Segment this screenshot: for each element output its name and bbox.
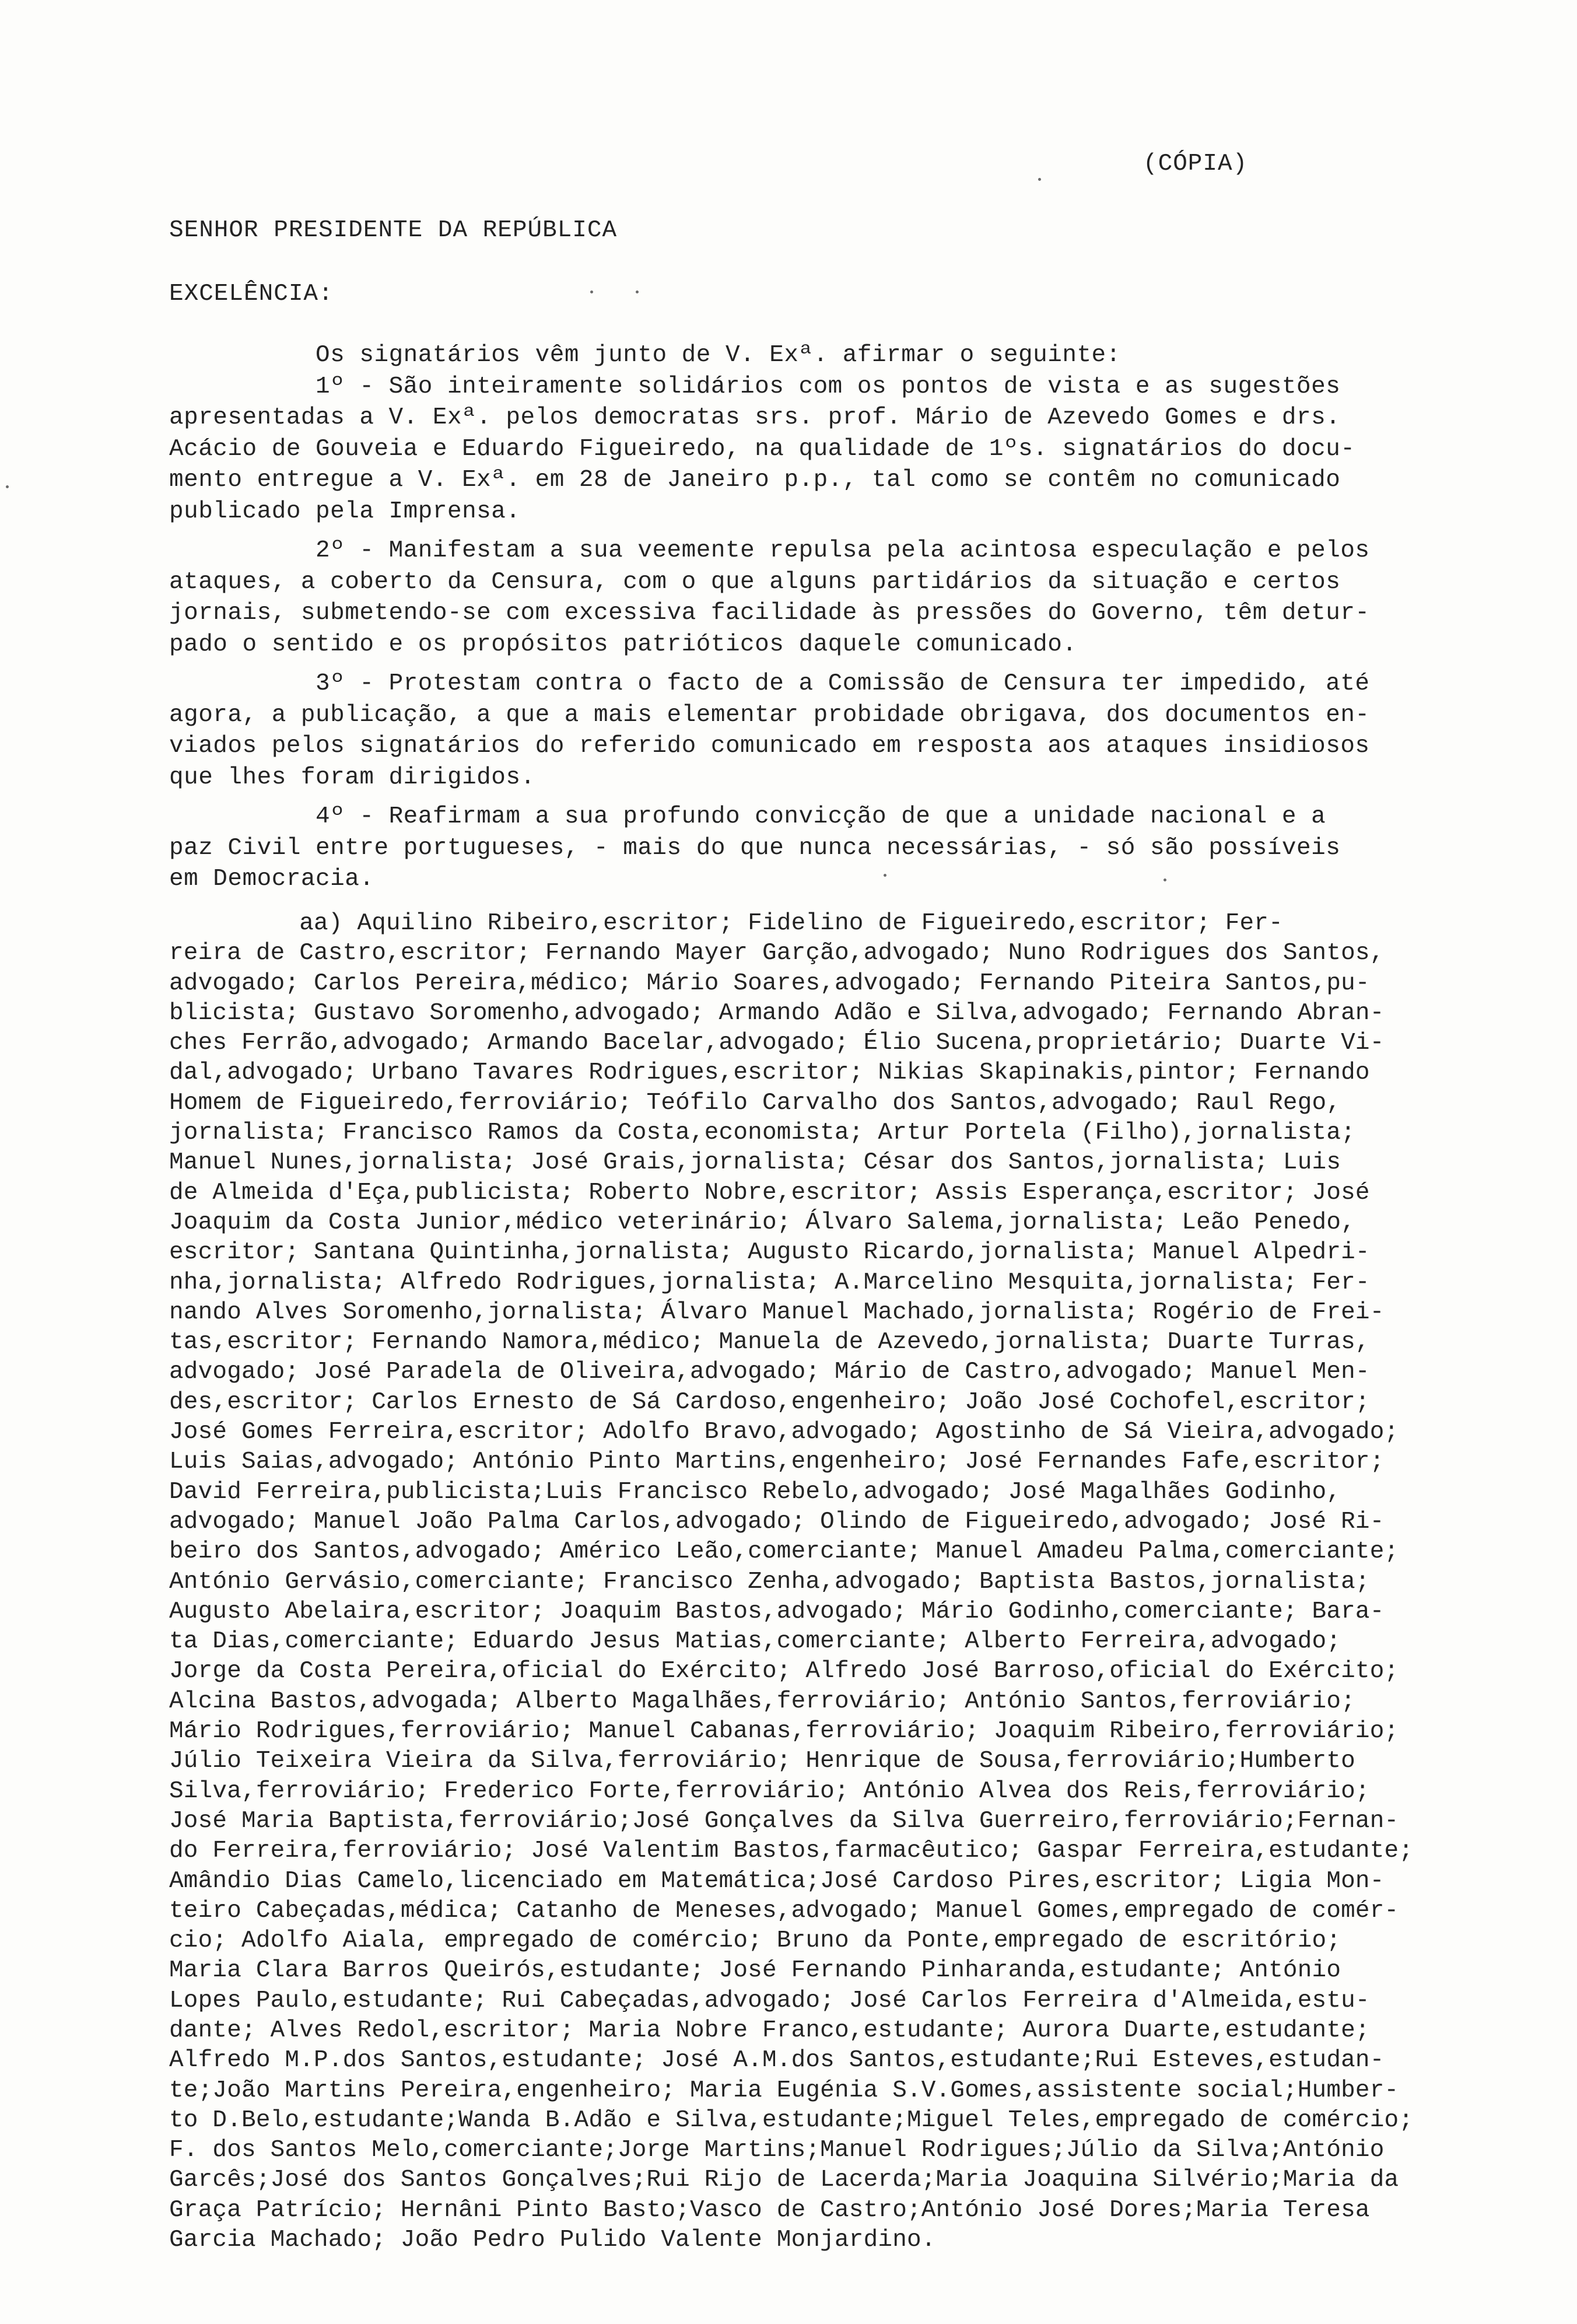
signatories-line: teiro Cabeçadas,médica; Catanho de Meneses,advogado; Manuel Gomes,empregado de comér- xyxy=(169,1897,1399,1924)
signatories-line: Luis Saias,advogado; António Pinto Martins,engenheiro; José Fernandes Fafe,escritor; xyxy=(169,1448,1385,1476)
signatories-line: tas,escritor; Fernando Namora,médico; Manuela de Azevedo,jornalista; Duarte Turras, xyxy=(169,1329,1370,1356)
signatories-line: advogado; Carlos Pereira,médico; Mário Soares,advogado; Fernando Piteira Santos,pu- xyxy=(169,970,1370,997)
scan-speck xyxy=(884,874,886,877)
signatories-line: beiro dos Santos,advogado; Américo Leão,comerciante; Manuel Amadeu Palma,comerciante; xyxy=(169,1538,1399,1566)
scan-speck xyxy=(1164,878,1166,881)
signatories-line: dal,advogado; Urbano Tavares Rodrigues,escritor; Nikias Skapinakis,pintor; Fernando xyxy=(169,1059,1370,1087)
signatories-line: advogado; Manuel João Palma Carlos,advogado; Olindo de Figueiredo,advogado; José Ri- xyxy=(169,1508,1385,1535)
signatories-line: Graça Patrício; Hernâni Pinto Basto;Vasco de Castro;António José Dores;Maria Teresa xyxy=(169,2196,1370,2224)
signatories-line: ta Dias,comerciante; Eduardo Jesus Matias,comerciante; Alberto Ferreira,advogado; xyxy=(169,1628,1341,1656)
signatories-line: Jorge da Costa Pereira,oficial do Exército; Alfredo José Barroso,oficial do Exército; xyxy=(169,1658,1399,1685)
salutation: EXCELÊNCIA: xyxy=(169,281,334,307)
scan-speck xyxy=(636,290,639,293)
signatories-line: Manuel Nunes,jornalista; José Grais,jornalista; César dos Santos,jornalista; Luis xyxy=(169,1149,1341,1177)
addressee-heading: SENHOR PRESIDENTE DA REPÚBLICA xyxy=(169,217,618,244)
paragraph-4: 4º - Reafirmam a sua profundo convicção de que a unidade nacional e a paz Civil entre portugueses, - mais do que nunca necessárias, - só são possíveis em Democracia. xyxy=(169,803,1341,892)
signatories-line: nando Alves Soromenho,jornalista; Álvaro Manuel Machado,jornalista; Rogério de Frei- xyxy=(169,1298,1385,1326)
signatories-line: Mário Rodrigues,ferroviário; Manuel Cabanas,ferroviário; Joaquim Ribeiro,ferroviário; xyxy=(169,1718,1399,1745)
signatories-line: Silva,ferroviário; Frederico Forte,ferroviário; António Alvea dos Reis,ferroviário; xyxy=(169,1777,1370,1805)
scan-speck xyxy=(1038,178,1041,181)
signatories-line: José Gomes Ferreira,escritor; Adolfo Bravo,advogado; Agostinho de Sá Vieira,advogado; xyxy=(169,1419,1399,1446)
signatories-list xyxy=(169,909,1528,2255)
signatories-line: Alfredo M.P.dos Santos,estudante; José A.M.dos Santos,estudante;Rui Esteves,estudan- xyxy=(169,2047,1385,2074)
signatories-line: Garcia Machado; João Pedro Pulido Valente Monjardino. xyxy=(169,2227,936,2254)
signatories-line: te;João Martins Pereira,engenheiro; Maria Eugénia S.V.Gomes,assistente social;Humber- xyxy=(169,2077,1399,2104)
signatories-line: des,escritor; Carlos Ernesto de Sá Cardoso,engenheiro; João José Cochofel,escritor; xyxy=(169,1388,1370,1416)
signatories-line: nha,jornalista; Alfredo Rodrigues,jornalista; A.Marcelino Mesquita,jornalista; Fer- xyxy=(169,1269,1370,1296)
paragraph-2: 2º - Manifestam a sua veemente repulsa pela acintosa especulação e pelos ataques, a coberto da Censura, com o que alguns partidários da situação e certos jornais, submetendo-se com excessiva facilidade às pressões do Governo, têm detur- pado o sentido e os propósitos patrióticos daquele comunicado. xyxy=(169,537,1370,658)
signatories-line: jornalista; Francisco Ramos da Costa,economista; Artur Portela (Filho),jornalista; xyxy=(169,1119,1355,1147)
signatories-line: reira de Castro,escritor; Fernando Mayer Garção,advogado; Nuno Rodrigues dos Santos, xyxy=(169,940,1385,967)
copy-mark: (CÓPIA) xyxy=(1143,150,1248,177)
signatories-line: do Ferreira,ferroviário; José Valentim Bastos,farmacêutico; Gaspar Ferreira,estudante; xyxy=(169,1838,1414,1865)
signatories-line: Joaquim da Costa Junior,médico veterinário; Álvaro Salema,jornalista; Leão Penedo, xyxy=(169,1209,1355,1236)
scan-speck xyxy=(6,485,9,488)
paragraph-3: 3º - Protestam contra o facto de a Comissão de Censura ter impedido, até agora, a publicação, a que a mais elementar probidade obrigava, dos documentos en- viados pelos signatários do referido comunicado em resposta aos ataques insidiosos que lhes foram dirigidos. xyxy=(169,670,1370,791)
signatories-line: Garcês;José dos Santos Gonçalves;Rui Rijo de Lacerda;Maria Joaquina Silvério;Maria da xyxy=(169,2166,1399,2194)
signatories-line: David Ferreira,publicista;Luis Francisco Rebelo,advogado; José Magalhães Godinho, xyxy=(169,1478,1341,1506)
signatories-line: Augusto Abelaira,escritor; Joaquim Bastos,advogado; Mário Godinho,comerciante; Bara- xyxy=(169,1598,1385,1625)
signatories-line: advogado; José Paradela de Oliveira,advogado; Mário de Castro,advogado; Manuel Men- xyxy=(169,1359,1370,1386)
signatories-line: Júlio Teixeira Vieira da Silva,ferroviário; Henrique de Sousa,ferroviário;Humberto xyxy=(169,1748,1355,1775)
signatories-line: cio; Adolfo Aiala, empregado de comércio; Bruno da Ponte,empregado de escritório; xyxy=(169,1927,1341,1955)
signatories-line: Amândio Dias Camelo,licenciado em Matemática;José Cardoso Pires,escritor; Ligia Mon- xyxy=(169,1867,1385,1895)
letter-body xyxy=(169,340,1511,895)
paragraph-1: Os signatários vêm junto de V. Exª. afirmar o seguinte: 1º - São inteiramente solidários com os pontos de vista e as sugestões apresentadas a V. Exª. pelos democratas srs. prof. Mário de Azevedo Gomes e drs. Acácio de Gouveia e Eduardo Figueiredo, na qualidade de 1ºs. signatários do docu- mento entregue a V. Exª. em 28 de Janeiro p.p., tal como se contêm no comunicado publicado pela Imprensa. xyxy=(169,342,1355,525)
signatories-line: José Maria Baptista,ferroviário;José Gonçalves da Silva Guerreiro,ferroviário;Fernan- xyxy=(169,1807,1399,1835)
scan-speck xyxy=(590,290,593,293)
signatories-line: de Almeida d'Eça,publicista; Roberto Nobre,escritor; Assis Esperança,escritor; José xyxy=(169,1179,1370,1206)
signatories-line: ches Ferrão,advogado; Armando Bacelar,advogado; Élio Sucena,proprietário; Duarte Vi- xyxy=(169,1030,1385,1057)
signatories-line: dante; Alves Redol,escritor; Maria Nobre Franco,estudante; Aurora Duarte,estudante; xyxy=(169,2017,1370,2044)
signatories-line: Homem de Figueiredo,ferroviário; Teófilo Carvalho dos Santos,advogado; Raul Rego, xyxy=(169,1089,1341,1116)
signatories-line: F. dos Santos Melo,comerciante;Jorge Martins;Manuel Rodrigues;Júlio da Silva;António xyxy=(169,2137,1385,2164)
signatories-line: Lopes Paulo,estudante; Rui Cabeçadas,advogado; José Carlos Ferreira d'Almeida,estu- xyxy=(169,1987,1370,2014)
signatories-line: escritor; Santana Quintinha,jornalista; Augusto Ricardo,jornalista; Manuel Alpedri- xyxy=(169,1239,1370,1266)
signatories-line: Alcina Bastos,advogada; Alberto Magalhães,ferroviário; António Santos,ferroviário; xyxy=(169,1688,1355,1715)
signatories-line: António Gervásio,comerciante; Francisco Zenha,advogado; Baptista Bastos,jornalista; xyxy=(169,1568,1370,1595)
signatories-line: blicista; Gustavo Soromenho,advogado; Armando Adão e Silva,advogado; Fernando Abran- xyxy=(169,999,1385,1027)
signatories-line: to D.Belo,estudante;Wanda B.Adão e Silva,estudante;Miguel Teles,empregado de comércio; xyxy=(169,2106,1414,2134)
signatories-line: aa) Aquilino Ribeiro,escritor; Fidelino de Figueiredo,escritor; Fer- xyxy=(169,910,1283,937)
signatories-line: Maria Clara Barros Queirós,estudante; José Fernando Pinharanda,estudante; António xyxy=(169,1957,1341,1985)
